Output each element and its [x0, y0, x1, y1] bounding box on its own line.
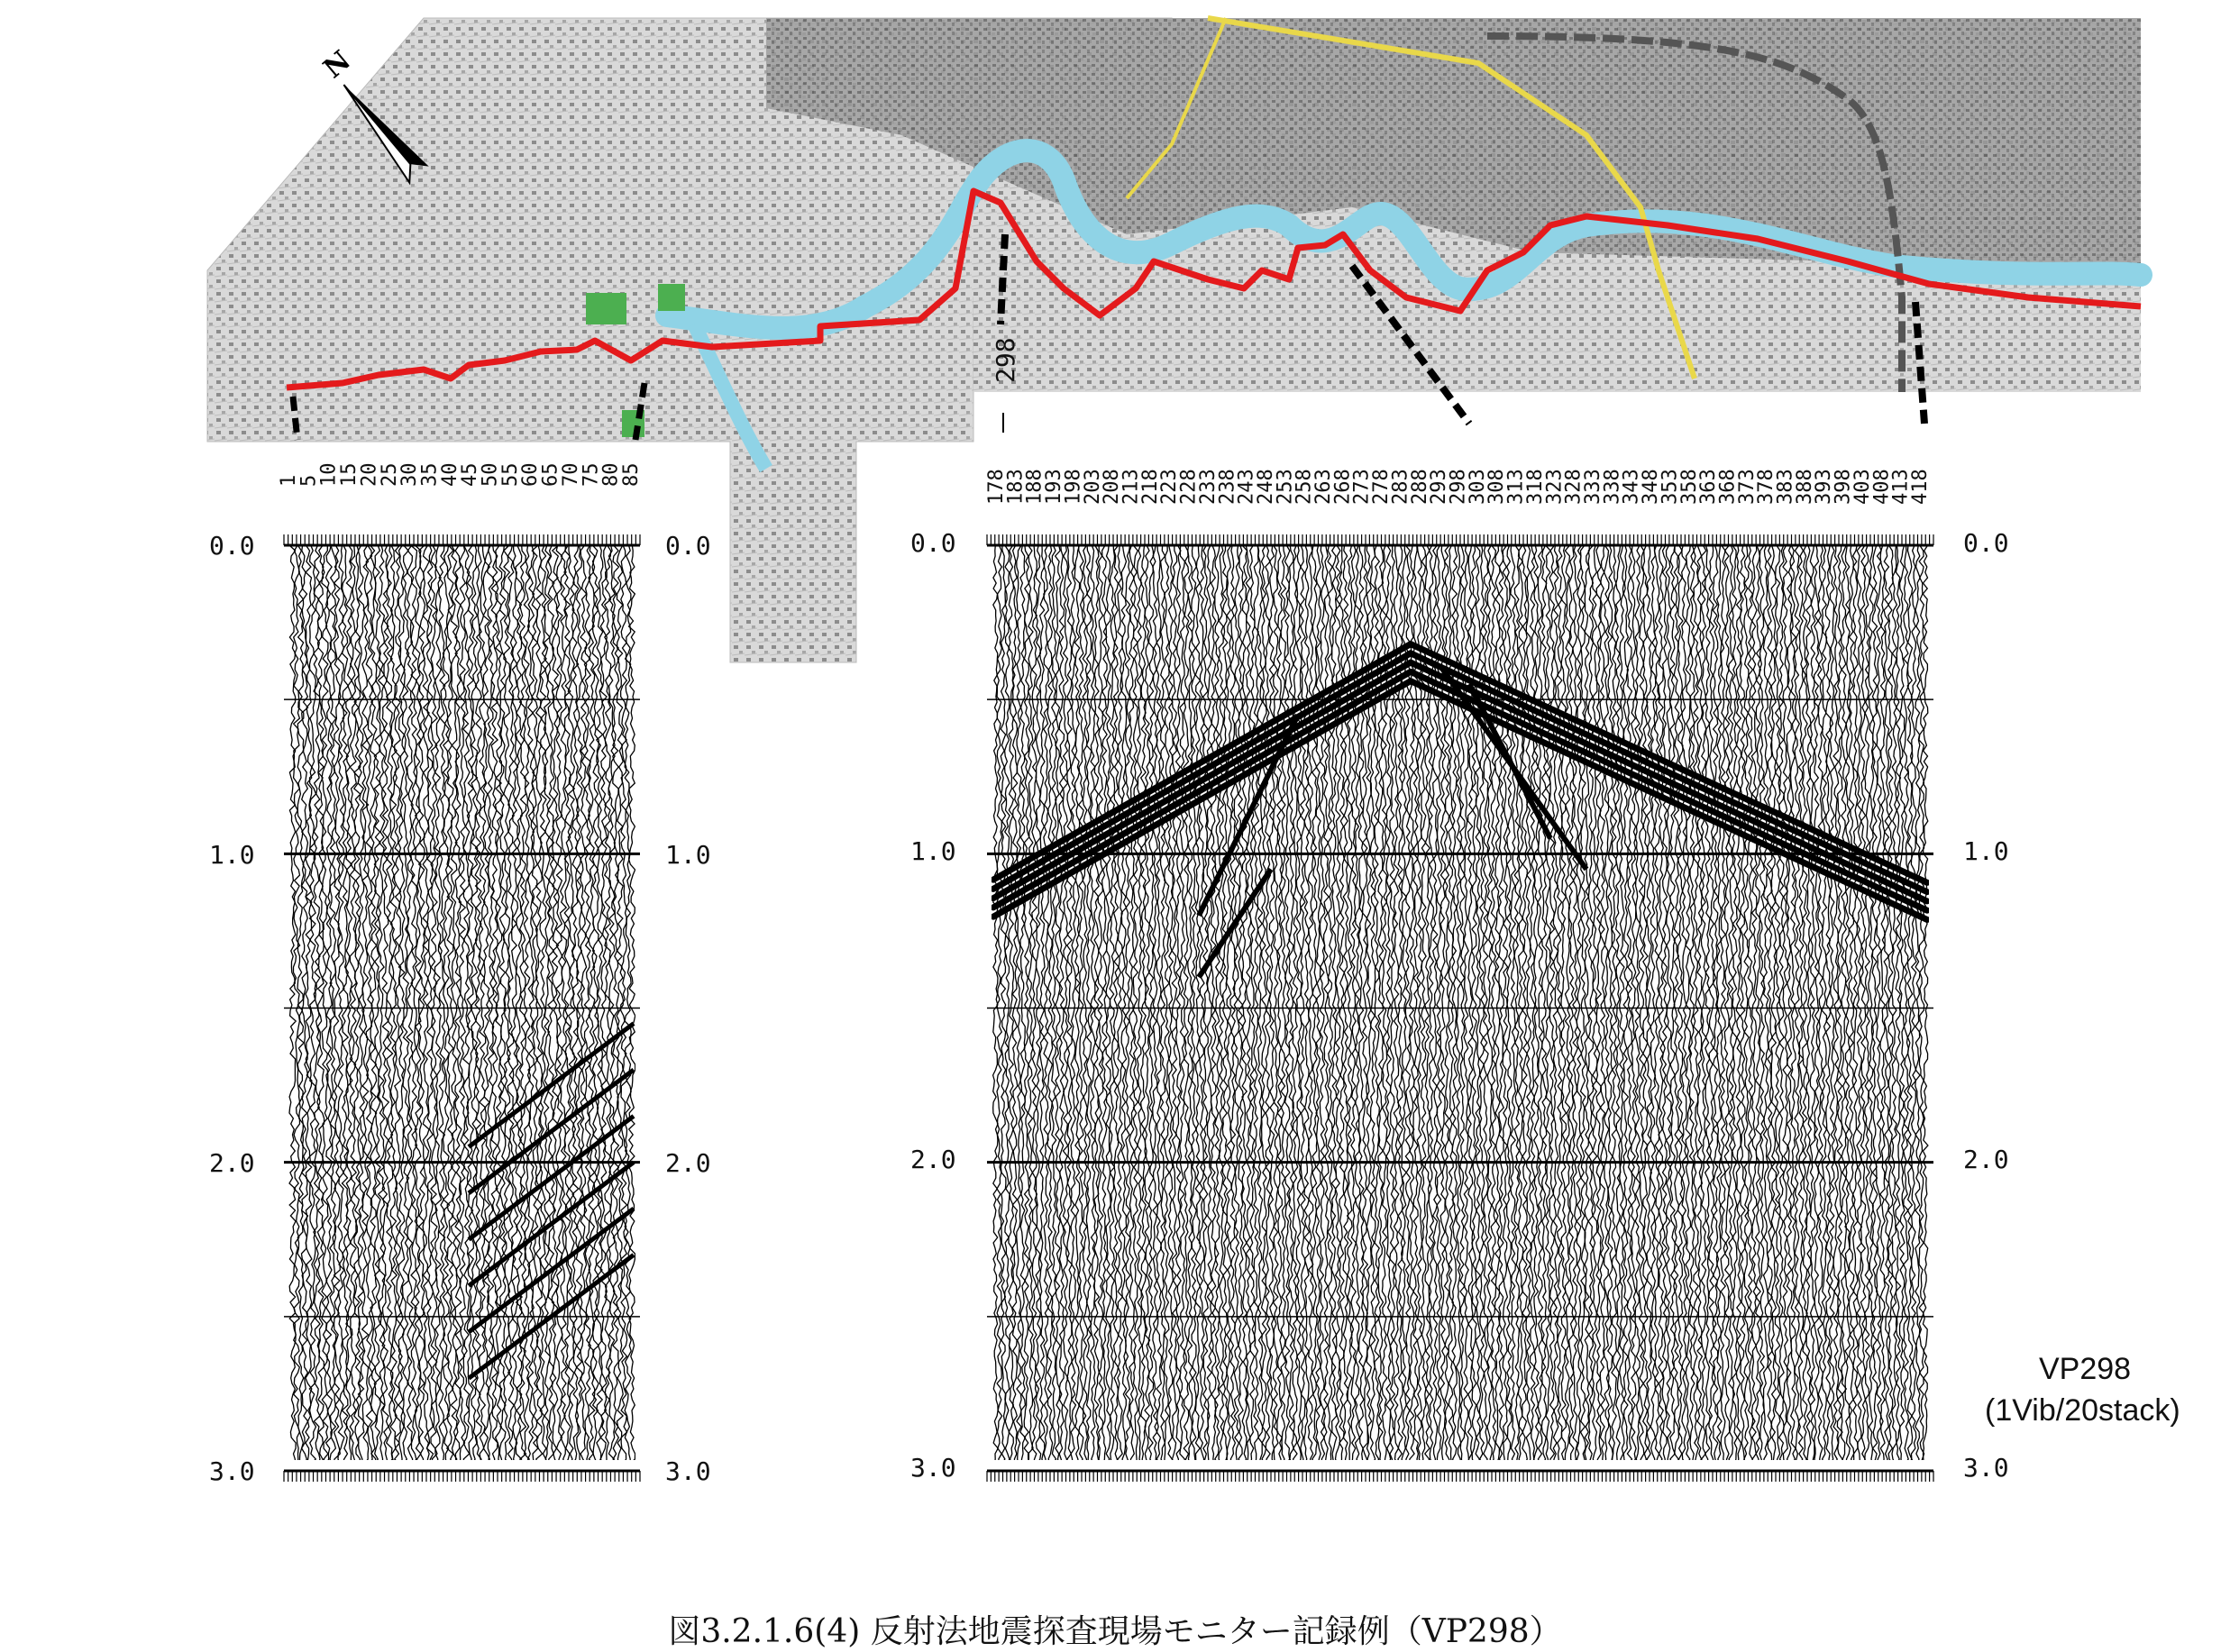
park	[586, 293, 626, 324]
left-time-label-0-left: 0.0	[209, 531, 255, 561]
left-time-label-2-right: 2.0	[665, 1148, 711, 1178]
left-station-label: 45	[459, 462, 482, 487]
right-station-label: 393	[1813, 469, 1836, 505]
right-station-label: 188	[1023, 469, 1046, 505]
north-label: N	[317, 44, 358, 86]
right-time-label-1-right: 1.0	[1963, 836, 2009, 866]
right-station-label: 298	[1447, 469, 1470, 505]
left-time-label-0-right: 0.0	[665, 531, 711, 561]
left-station-label: 85	[620, 462, 643, 487]
right-station-label: 408	[1870, 469, 1894, 505]
right-station-label: 238	[1216, 469, 1239, 505]
figure-caption: 図3.2.1.6(4) 反射法地震探査現場モニター記録例（VP298）	[668, 1613, 1562, 1650]
left-station-label: 55	[498, 462, 522, 487]
right-station-label: 363	[1697, 469, 1721, 505]
right-station-label: 313	[1504, 469, 1528, 505]
right-station-label: 333	[1581, 469, 1604, 505]
left-station-label: 20	[358, 462, 381, 487]
right-station-label: 193	[1043, 469, 1066, 505]
right-station-label: 198	[1062, 469, 1085, 505]
right-station-label: 208	[1101, 469, 1124, 505]
left-station-label: 25	[378, 462, 401, 487]
right-station-label: 183	[1004, 469, 1028, 505]
first-arrival-event	[993, 644, 1411, 881]
right-station-label: 303	[1466, 469, 1489, 505]
right-station-label: 253	[1274, 469, 1297, 505]
left-time-label-3-left: 3.0	[209, 1456, 255, 1486]
right-station-labels	[985, 469, 1932, 505]
right-station-label: 328	[1562, 469, 1586, 505]
shot-point-label: 298	[991, 337, 1020, 383]
right-time-label-0-left: 0.0	[910, 528, 956, 558]
right-station-label: 213	[1120, 469, 1143, 505]
right-station-label: 268	[1331, 469, 1355, 505]
left-station-label: 60	[519, 462, 543, 487]
right-station-label: 178	[985, 469, 1008, 505]
left-time-label-3-right: 3.0	[665, 1456, 711, 1486]
right-station-label: 263	[1312, 469, 1336, 505]
left-time-label-1-right: 1.0	[665, 840, 711, 870]
left-station-label: 10	[317, 462, 341, 487]
right-station-label: 258	[1293, 469, 1316, 505]
right-station-label: 368	[1716, 469, 1740, 505]
left-station-label: 15	[338, 462, 361, 487]
right-station-label: 343	[1620, 469, 1643, 505]
right-time-label-2-right: 2.0	[1963, 1145, 2009, 1174]
right-station-label: 358	[1677, 469, 1701, 505]
right-time-label-2-left: 2.0	[910, 1145, 956, 1174]
right-station-label: 348	[1640, 469, 1663, 505]
left-time-label-2-left: 2.0	[209, 1148, 255, 1178]
left-station-label: 30	[398, 462, 422, 487]
right-station-label: 413	[1889, 469, 1913, 505]
left-station-label: 1	[278, 474, 300, 487]
left-station-label: 5	[297, 474, 321, 487]
right-station-label: 228	[1177, 469, 1201, 505]
right-station-label: 233	[1196, 469, 1220, 505]
right-station-label: 218	[1138, 469, 1162, 505]
right-station-label: 293	[1428, 469, 1451, 505]
right-station-label: 383	[1774, 469, 1797, 505]
right-seismic-panel	[910, 528, 2009, 1483]
right-station-label: 223	[1158, 469, 1182, 505]
right-station-label: 288	[1408, 469, 1431, 505]
left-station-label: 75	[580, 462, 603, 487]
right-time-label-0-right: 0.0	[1963, 528, 2009, 558]
right-station-label: 418	[1909, 469, 1932, 505]
right-station-label: 243	[1235, 469, 1258, 505]
left-station-label: 40	[438, 462, 462, 487]
right-station-label: 323	[1543, 469, 1567, 505]
right-station-label: 273	[1350, 469, 1374, 505]
right-station-label: 283	[1389, 469, 1412, 505]
left-station-label: 70	[559, 462, 582, 487]
park-2	[658, 284, 685, 311]
station-tick-178	[1001, 234, 1005, 324]
right-station-label: 308	[1485, 469, 1509, 505]
left-station-label: 50	[479, 462, 502, 487]
left-station-label: 80	[599, 462, 623, 487]
right-station-label: 318	[1523, 469, 1547, 505]
right-station-label: 373	[1735, 469, 1759, 505]
right-station-label: 378	[1755, 469, 1778, 505]
right-station-label: 398	[1832, 469, 1855, 505]
right-station-label: 338	[1601, 469, 1624, 505]
right-station-label: 203	[1081, 469, 1104, 505]
left-station-label: 65	[539, 462, 562, 487]
right-station-label: 278	[1370, 469, 1394, 505]
right-time-label-1-left: 1.0	[910, 836, 956, 866]
left-time-label-1-left: 1.0	[209, 840, 255, 870]
left-station-labels	[278, 463, 643, 488]
vp-label: VP298	[2039, 1352, 2132, 1386]
left-station-label: 35	[418, 462, 442, 487]
right-time-label-3-left: 3.0	[910, 1453, 956, 1483]
right-station-label: 388	[1793, 469, 1816, 505]
right-station-label: 248	[1254, 469, 1277, 505]
left-seismic-panel	[209, 531, 711, 1486]
right-station-label: 353	[1659, 469, 1682, 505]
right-station-label: 403	[1851, 469, 1874, 505]
right-time-label-3-right: 3.0	[1963, 1453, 2009, 1483]
vp-sublabel: (1Vib/20stack)	[1985, 1393, 2180, 1428]
